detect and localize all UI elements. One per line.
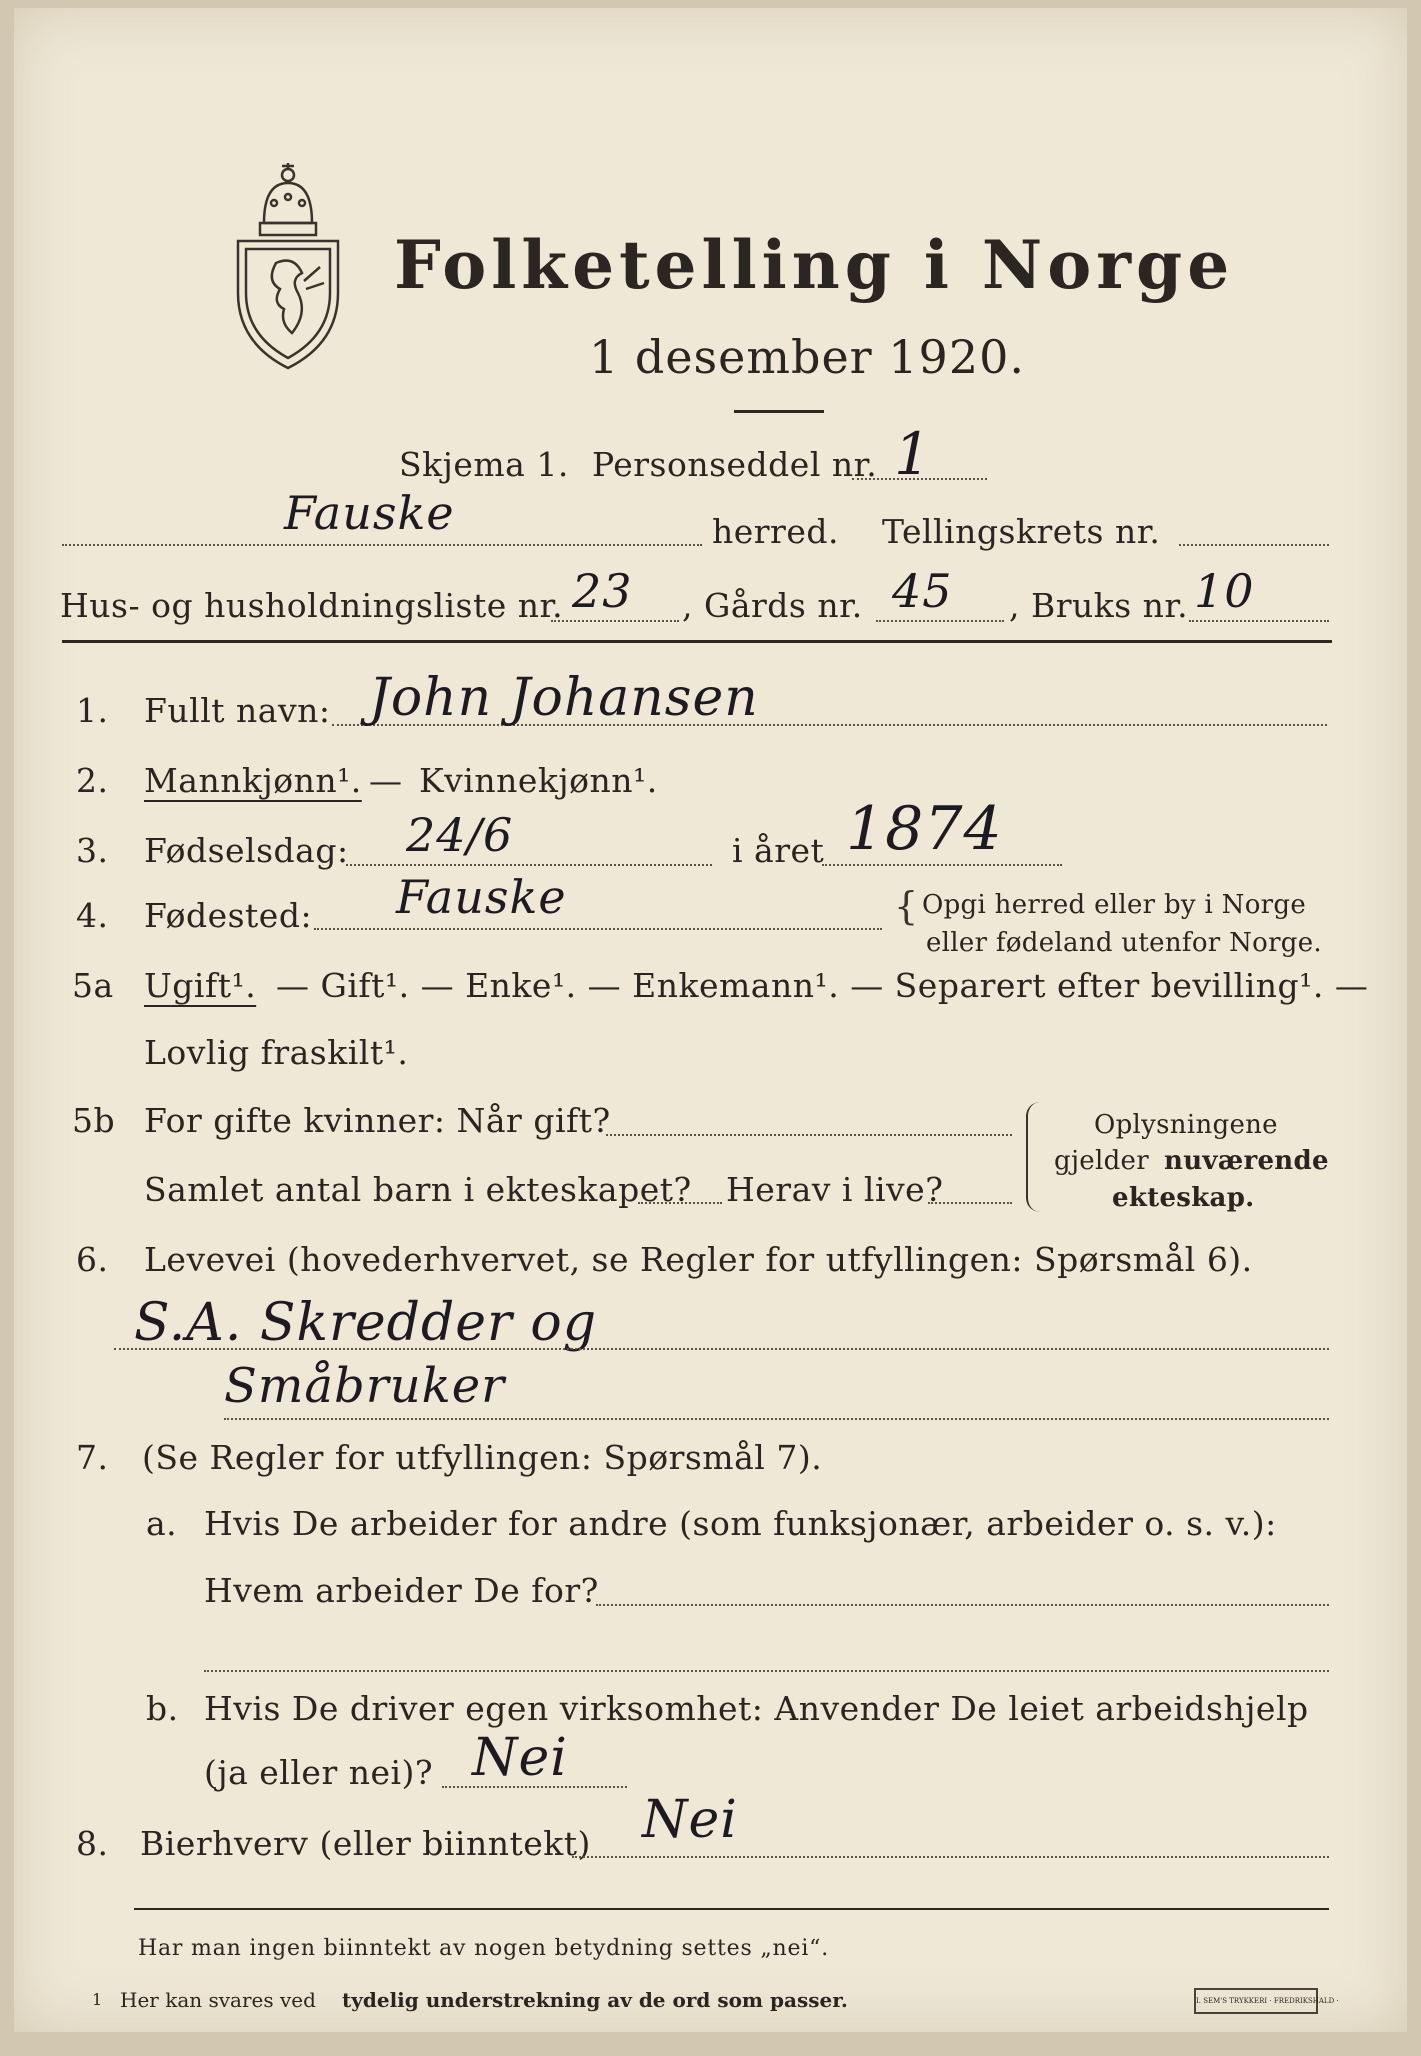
q7b-yes-no-label: (ja eller nei)? [204,1753,434,1792]
q7a-employer-field [596,1604,1329,1606]
printer-stamp: I. SEM'S TRYKKERI · FREDRIKSHALD · [1194,1988,1318,2014]
tellingskrets-label: Tellingskrets nr. [882,512,1161,551]
coat-of-arms-icon [224,163,352,373]
footnote-number: 1 [92,1990,103,2009]
q5b-note-line1: Oplysningene [1094,1110,1278,1140]
q5b-children-label: Samlet antal barn i ekteskapet? [144,1170,692,1209]
q7b-letter: b. [146,1689,179,1728]
q3-day-field [346,864,712,866]
bruks-field [1189,620,1329,622]
census-form [14,8,1407,2032]
q1-label: Fullt navn: [144,691,331,730]
schema-label: Skjema 1. [399,445,569,484]
header-divider [62,640,1332,643]
q7a-question: Hvis De arbeider for andre (som funksjonær, arbeider o. s. v.): [204,1504,1277,1543]
q5b-children-field [638,1202,722,1204]
q7b-question: Hvis De driver egen virksomhet: Anvender De leiet arbeidshjelp [204,1689,1309,1728]
q4-label: Fødested: [144,896,313,935]
q1-value: John Johansen [369,668,759,728]
q5b-note-line3: ekteskap. [1112,1183,1255,1213]
personseddel-value: 1 [894,420,932,488]
q6-field-line2 [224,1418,1329,1420]
footer-note: Har man ingen biinntekt av nogen betydning settes „nei“. [138,1936,830,1961]
q4-note-line1: Opgi herred eller by i Norge [922,890,1307,920]
q7-label: (Se Regler for utfyllingen: Spørsmål 7). [142,1438,823,1477]
q3-year-value: 1874 [846,794,1003,864]
q5b-when-married-label: For gifte kvinner: Når gift? [144,1101,611,1140]
q5b-note-line2b: nuværende [1164,1146,1329,1176]
q1-number: 1. [76,691,109,730]
q4-number: 4. [76,896,109,935]
q6-field-line1 [114,1348,1329,1350]
q8-number: 8. [76,1824,109,1863]
q4-note-line2: eller fødeland utenfor Norge. [926,928,1322,958]
q4-field [314,928,882,930]
hus-value: 23 [572,564,633,618]
herred-field [62,544,702,546]
q8-label: Bierhverv (eller biinntekt) [140,1824,591,1863]
census-date: 1 desember 1920. [589,330,1025,384]
q5b-alive-field [928,1202,1012,1204]
q2-kvinne-option: Kvinnekjønn¹. [419,761,658,800]
hus-field [551,620,679,622]
q5b-alive-label: Herav i live? [726,1170,944,1209]
q7b-value: Nei [472,1728,568,1788]
q6-value-line1: S.A. Skredder og [134,1293,598,1353]
q7-number: 7. [76,1438,109,1477]
q6-value-line2: Småbruker [224,1358,506,1414]
q5b-bracket [1026,1102,1042,1212]
gards-label: , Gårds nr. [682,586,863,625]
hus-label: Hus- og husholdningsliste nr. [60,586,564,625]
q6-number: 6. [76,1240,109,1279]
q3-year-label: i året [732,831,825,870]
q5a-number: 5a [72,966,114,1005]
personseddel-label: Personseddel nr. [592,445,878,484]
gards-field [876,620,1004,622]
gards-value: 45 [892,564,953,618]
q4-brace: { [894,884,919,928]
q8-field [572,1856,1329,1858]
q7a-employer-field-2 [204,1670,1329,1672]
q6-label: Levevei (hovederhvervet, se Regler for utfyllingen: Spørsmål 6). [144,1240,1253,1279]
q3-year-field [822,864,1062,866]
q3-label: Fødselsdag: [144,831,349,870]
herred-label: herred. [712,512,839,551]
q5b-number: 5b [72,1101,116,1140]
bruks-value: 10 [1194,564,1255,618]
q2-separator: — [369,761,403,800]
q4-value: Fauske [396,870,567,924]
q5a-ugift-option: Ugift¹. [144,966,257,1005]
q2-number: 2. [76,761,109,800]
form-title: Folketelling i Norge [394,226,1235,304]
title-divider [734,410,824,413]
footnote-text-a: Her kan svares ved [120,1988,316,2012]
q5b-note-line2a: gjelder [1054,1146,1149,1176]
q3-day-value: 24/6 [406,808,514,862]
q2-mann-option: Mannkjønn¹. [144,761,362,800]
footnote-text-b: tydelig understrekning av de ord som passer. [342,1988,848,2012]
q7a-employer-label: Hvem arbeider De for? [204,1571,599,1610]
q5b-when-married-field [606,1134,1012,1136]
q5a-other-options: — Gift¹. — Enke¹. — Enkemann¹. — Separert efter bevilling¹. — [276,966,1369,1005]
tellingskrets-field [1179,544,1329,546]
bruks-label: , Bruks nr. [1009,586,1189,625]
footer-divider [134,1908,1329,1910]
q8-value: Nei [642,1790,738,1850]
q3-number: 3. [76,831,109,870]
q7a-letter: a. [146,1504,178,1543]
q5a-option-lovlig: Lovlig fraskilt¹. [144,1033,409,1072]
herred-value: Fauske [284,486,455,540]
